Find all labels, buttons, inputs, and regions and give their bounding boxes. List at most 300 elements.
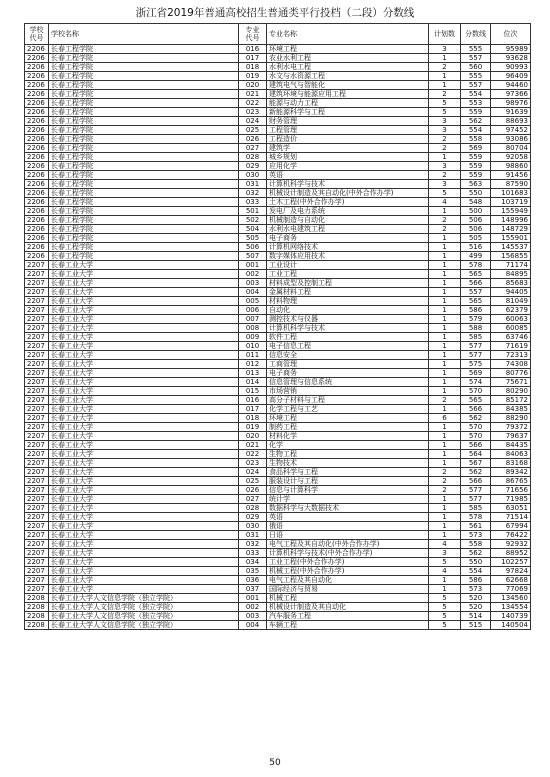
school-code-cell: 2206 [25,198,49,207]
score-cell: 506 [461,225,491,234]
plan-count-cell: 2 [429,468,461,477]
major-code-cell: 009 [239,333,267,342]
table-row [25,54,531,63]
school-name-cell: 长春工业大学 [49,522,239,531]
school-name-cell: 长春工业大学 [49,396,239,405]
score-cell: 562 [461,468,491,477]
rank-cell: 71656 [491,486,531,495]
table-row [25,234,531,243]
major-name-cell: 工程管理 [267,126,429,135]
school-name-cell: 长春工业大学 [49,495,239,504]
rank-cell: 79372 [491,423,531,432]
header-school-name: 学校名称 [49,24,239,45]
score-cell: 579 [461,315,491,324]
major-name-cell: 英语 [267,513,429,522]
table-header-row [25,24,531,45]
major-name-cell: 工业工程(中外合作办学) [267,558,429,567]
school-name-cell: 长春工程学院 [49,108,239,117]
plan-count-cell: 1 [429,522,461,531]
major-code-cell: 004 [239,621,267,630]
table-row [25,225,531,234]
school-code-cell: 2207 [25,495,49,504]
header-rank: 位次 [491,24,531,45]
score-cell: 588 [461,324,491,333]
table-row [25,297,531,306]
school-code-cell: 2206 [25,108,49,117]
major-code-cell: 021 [239,90,267,99]
major-code-cell: 020 [239,81,267,90]
major-code-cell: 018 [239,63,267,72]
rank-cell: 74308 [491,360,531,369]
plan-count-cell: 3 [429,180,461,189]
score-cell: 562 [461,549,491,558]
plan-count-cell: 1 [429,387,461,396]
table-row [25,621,531,630]
school-code-cell: 2208 [25,594,49,603]
school-name-cell: 长春工业大学 [49,459,239,468]
header-plan: 计划数 [429,24,461,45]
school-name-cell: 长春工程学院 [49,252,239,261]
table-row [25,513,531,522]
score-cell: 585 [461,333,491,342]
score-cell: 578 [461,261,491,270]
school-code-cell: 2207 [25,522,49,531]
school-name-cell: 长春工业大学 [49,378,239,387]
score-cell: 577 [461,495,491,504]
major-name-cell: 材料成型及控制工程 [267,279,429,288]
rank-cell: 84895 [491,270,531,279]
plan-count-cell: 1 [429,288,461,297]
table-row [25,531,531,540]
table-row [25,126,531,135]
major-code-cell: 011 [239,351,267,360]
plan-count-cell: 5 [429,621,461,630]
major-name-cell: 能源与动力工程 [267,99,429,108]
plan-count-cell: 1 [429,351,461,360]
rank-cell: 80290 [491,387,531,396]
school-code-cell: 2207 [25,441,49,450]
major-code-cell: 028 [239,153,267,162]
rank-cell: 101683 [491,189,531,198]
major-name-cell: 数字媒体应用技术 [267,252,429,261]
rank-cell: 102257 [491,558,531,567]
major-name-cell: 计算机科学与技术 [267,180,429,189]
major-code-cell: 036 [239,576,267,585]
header-school-code: 学校 代号 [25,24,49,45]
rank-cell: 97366 [491,90,531,99]
table-row [25,459,531,468]
major-name-cell: 国际经济与贸易 [267,585,429,594]
major-name-cell: 建筑学 [267,144,429,153]
school-name-cell: 长春工业大学 [49,261,239,270]
major-code-cell: 502 [239,216,267,225]
school-name-cell: 长春工业大学 [49,315,239,324]
table-row [25,495,531,504]
school-code-cell: 2207 [25,432,49,441]
major-code-cell: 019 [239,423,267,432]
major-code-cell: 030 [239,522,267,531]
rank-cell: 91456 [491,171,531,180]
major-name-cell: 发电厂及电力系统 [267,207,429,216]
major-name-cell: 农业水利工程 [267,54,429,63]
major-code-cell: 033 [239,198,267,207]
major-code-cell: 028 [239,504,267,513]
plan-count-cell: 5 [429,99,461,108]
major-name-cell: 信息安全 [267,351,429,360]
score-cell: 560 [461,63,491,72]
plan-count-cell: 1 [429,324,461,333]
plan-count-cell: 2 [429,90,461,99]
school-code-cell: 2206 [25,99,49,108]
rank-cell: 80776 [491,369,531,378]
school-name-cell: 长春工程学院 [49,99,239,108]
plan-count-cell: 5 [429,612,461,621]
school-name-cell: 长春工业大学 [49,306,239,315]
major-code-cell: 002 [239,270,267,279]
major-code-cell: 002 [239,603,267,612]
major-code-cell: 023 [239,108,267,117]
rank-cell: 71985 [491,495,531,504]
page-number: 50 [269,758,281,768]
score-cell: 550 [461,558,491,567]
table-row [25,585,531,594]
school-code-cell: 2208 [25,603,49,612]
school-name-cell: 长春工业大学 [49,504,239,513]
major-code-cell: 027 [239,144,267,153]
table-row [25,324,531,333]
table-row [25,468,531,477]
school-code-cell: 2207 [25,306,49,315]
school-name-cell: 长春工程学院 [49,234,239,243]
school-name-cell: 长春工程学院 [49,126,239,135]
major-name-cell: 市场营销 [267,387,429,396]
rank-cell: 88290 [491,414,531,423]
major-code-cell: 507 [239,252,267,261]
school-code-cell: 2207 [25,414,49,423]
school-code-cell: 2207 [25,459,49,468]
major-name-cell: 土木工程(中外合作办学) [267,198,429,207]
rank-cell: 75671 [491,378,531,387]
major-name-cell: 电子信息工程 [267,342,429,351]
major-code-cell: 024 [239,117,267,126]
school-name-cell: 长春工业大学 [49,324,239,333]
school-name-cell: 长春工业大学 [49,387,239,396]
rank-cell: 95989 [491,45,531,54]
score-cell: 554 [461,126,491,135]
page-title: 浙江省2019年普通高校招生普通类平行投档（二段）分数线 [135,7,415,19]
major-code-cell: 037 [239,585,267,594]
score-cell: 515 [461,621,491,630]
school-code-cell: 2207 [25,468,49,477]
rank-cell: 92058 [491,153,531,162]
score-cell: 554 [461,90,491,99]
table-body [25,45,531,630]
school-name-cell: 长春工业大学 [49,567,239,576]
table-row [25,369,531,378]
plan-count-cell: 1 [429,54,461,63]
school-name-cell: 长春工业大学人文信息学院（独立学院） [49,594,239,603]
major-code-cell: 022 [239,450,267,459]
score-cell: 514 [461,612,491,621]
major-name-cell: 机械设计制造及其自动化(中外合作办学) [267,189,429,198]
major-code-cell: 004 [239,288,267,297]
school-name-cell: 长春工业大学 [49,414,239,423]
school-name-cell: 长春工业大学 [49,477,239,486]
major-code-cell: 035 [239,567,267,576]
school-code-cell: 2207 [25,378,49,387]
school-name-cell: 长春工程学院 [49,144,239,153]
plan-count-cell: 1 [429,234,461,243]
plan-count-cell: 5 [429,603,461,612]
major-name-cell: 材料化学 [267,432,429,441]
plan-count-cell: 1 [429,207,461,216]
school-name-cell: 长春工程学院 [49,243,239,252]
major-name-cell: 电子商务 [267,234,429,243]
rank-cell: 98860 [491,162,531,171]
score-cell: 550 [461,189,491,198]
school-name-cell: 长春工程学院 [49,162,239,171]
major-code-cell: 505 [239,234,267,243]
school-name-cell: 长春工业大学 [49,513,239,522]
school-name-cell: 长春工业大学 [49,585,239,594]
major-code-cell: 025 [239,477,267,486]
table-row [25,288,531,297]
score-cell: 586 [461,306,491,315]
table-row [25,504,531,513]
score-cell: 567 [461,459,491,468]
school-code-cell: 2206 [25,117,49,126]
plan-count-cell: 2 [429,144,461,153]
score-cell: 505 [461,234,491,243]
major-name-cell: 机械设计制造及其自动化 [267,603,429,612]
school-name-cell: 长春工业大学 [49,270,239,279]
major-code-cell: 023 [239,459,267,468]
table-row [25,603,531,612]
score-cell: 548 [461,198,491,207]
school-code-cell: 2207 [25,540,49,549]
school-code-cell: 2207 [25,531,49,540]
major-code-cell: 010 [239,342,267,351]
rank-cell: 83168 [491,459,531,468]
rank-cell: 93086 [491,135,531,144]
score-cell: 565 [461,270,491,279]
plan-count-cell: 1 [429,252,461,261]
school-name-cell: 长春工业大学 [49,531,239,540]
plan-count-cell: 2 [429,477,461,486]
school-code-cell: 2207 [25,585,49,594]
score-cell: 585 [461,504,491,513]
major-name-cell: 材料物理 [267,297,429,306]
plan-count-cell: 1 [429,261,461,270]
table-row [25,189,531,198]
score-cell: 558 [461,135,491,144]
score-cell: 573 [461,531,491,540]
plan-count-cell: 1 [429,441,461,450]
major-code-cell: 032 [239,540,267,549]
score-cell: 570 [461,387,491,396]
plan-count-cell: 1 [429,531,461,540]
school-name-cell: 长春工程学院 [49,81,239,90]
table-row [25,612,531,621]
major-name-cell: 应用化学 [267,162,429,171]
major-name-cell: 工业工程 [267,270,429,279]
rank-cell: 80704 [491,144,531,153]
school-code-cell: 2207 [25,324,49,333]
school-name-cell: 长春工业大学 [49,369,239,378]
school-name-cell: 长春工业大学 [49,423,239,432]
major-name-cell: 建筑电气与智能化 [267,81,429,90]
header-major-name: 专业名称 [267,24,429,45]
table-row [25,252,531,261]
rank-cell: 86765 [491,477,531,486]
table-row [25,486,531,495]
table-row [25,135,531,144]
plan-count-cell: 1 [429,459,461,468]
rank-cell: 71174 [491,261,531,270]
school-code-cell: 2207 [25,261,49,270]
plan-count-cell: 2 [429,225,461,234]
header-score: 分数线 [461,24,491,45]
school-code-cell: 2207 [25,576,49,585]
school-name-cell: 长春工程学院 [49,72,239,81]
major-name-cell: 测控技术与仪器 [267,315,429,324]
plan-count-cell: 1 [429,297,461,306]
table-row [25,333,531,342]
table-row [25,261,531,270]
major-code-cell: 029 [239,513,267,522]
table-row [25,117,531,126]
table-row [25,144,531,153]
rank-cell: 91639 [491,108,531,117]
school-code-cell: 2207 [25,288,49,297]
school-name-cell: 长春工业大学 [49,360,239,369]
major-name-cell: 化学工程与工艺 [267,405,429,414]
rank-cell: 90993 [491,63,531,72]
score-cell: 586 [461,576,491,585]
rank-cell: 62379 [491,306,531,315]
score-cell: 564 [461,450,491,459]
rank-cell: 97824 [491,567,531,576]
score-cell: 570 [461,423,491,432]
rank-cell: 60063 [491,315,531,324]
rank-cell: 96409 [491,72,531,81]
school-name-cell: 长春工业大学 [49,558,239,567]
table-row [25,81,531,90]
school-name-cell: 长春工业大学 [49,549,239,558]
rank-cell: 76422 [491,531,531,540]
school-name-cell: 长春工业大学 [49,432,239,441]
rank-cell: 140739 [491,612,531,621]
plan-count-cell: 5 [429,594,461,603]
school-name-cell: 长春工程学院 [49,135,239,144]
major-code-cell: 016 [239,396,267,405]
plan-count-cell: 1 [429,342,461,351]
plan-count-cell: 3 [429,126,461,135]
major-name-cell: 新能源科学与工程 [267,108,429,117]
rank-cell: 94460 [491,81,531,90]
major-code-cell: 019 [239,72,267,81]
rank-cell: 155901 [491,234,531,243]
rank-cell: 84385 [491,405,531,414]
score-cell: 563 [461,180,491,189]
major-name-cell: 生物工程 [267,450,429,459]
score-cell: 573 [461,585,491,594]
school-name-cell: 长春工业大学 [49,405,239,414]
score-cell: 558 [461,540,491,549]
school-name-cell: 长春工程学院 [49,180,239,189]
rank-cell: 72313 [491,351,531,360]
plan-count-cell: 3 [429,117,461,126]
major-code-cell: 506 [239,243,267,252]
rank-cell: 62668 [491,576,531,585]
major-name-cell: 服装设计与工程 [267,477,429,486]
score-cell: 500 [461,207,491,216]
score-cell: 566 [461,477,491,486]
major-code-cell: 003 [239,612,267,621]
score-cell: 566 [461,405,491,414]
major-name-cell: 信息与计算科学 [267,486,429,495]
school-code-cell: 2206 [25,72,49,81]
plan-count-cell: 1 [429,378,461,387]
plan-count-cell: 4 [429,567,461,576]
major-name-cell: 计算机网络技术 [267,243,429,252]
school-name-cell: 长春工业大学 [49,576,239,585]
plan-count-cell: 4 [429,198,461,207]
rank-cell: 156855 [491,252,531,261]
school-code-cell: 2207 [25,513,49,522]
rank-cell: 93628 [491,54,531,63]
school-code-cell: 2207 [25,549,49,558]
major-name-cell: 自动化 [267,306,429,315]
score-cell: 569 [461,144,491,153]
school-code-cell: 2207 [25,387,49,396]
major-name-cell: 车辆工程 [267,621,429,630]
school-code-cell: 2207 [25,504,49,513]
table-row [25,414,531,423]
plan-count-cell: 1 [429,81,461,90]
major-code-cell: 034 [239,558,267,567]
rank-cell: 89342 [491,468,531,477]
rank-cell: 140504 [491,621,531,630]
score-cell: 557 [461,54,491,63]
table-row [25,153,531,162]
school-name-cell: 长春工程学院 [49,189,239,198]
table-row [25,423,531,432]
plan-count-cell: 2 [429,135,461,144]
plan-count-cell: 1 [429,423,461,432]
plan-count-cell: 3 [429,45,461,54]
table-row [25,549,531,558]
school-name-cell: 长春工程学院 [49,54,239,63]
table-row [25,162,531,171]
major-code-cell: 018 [239,414,267,423]
plan-count-cell: 2 [429,63,461,72]
table-row [25,405,531,414]
school-code-cell: 2207 [25,423,49,432]
major-name-cell: 英语 [267,171,429,180]
rank-cell: 88693 [491,117,531,126]
major-name-cell: 日语 [267,531,429,540]
table-row [25,180,531,189]
table-row [25,540,531,549]
major-name-cell: 环境工程 [267,45,429,54]
school-name-cell: 长春工程学院 [49,225,239,234]
school-code-cell: 2206 [25,90,49,99]
major-code-cell: 014 [239,378,267,387]
plan-count-cell: 1 [429,495,461,504]
major-code-cell: 501 [239,207,267,216]
major-code-cell: 017 [239,54,267,63]
